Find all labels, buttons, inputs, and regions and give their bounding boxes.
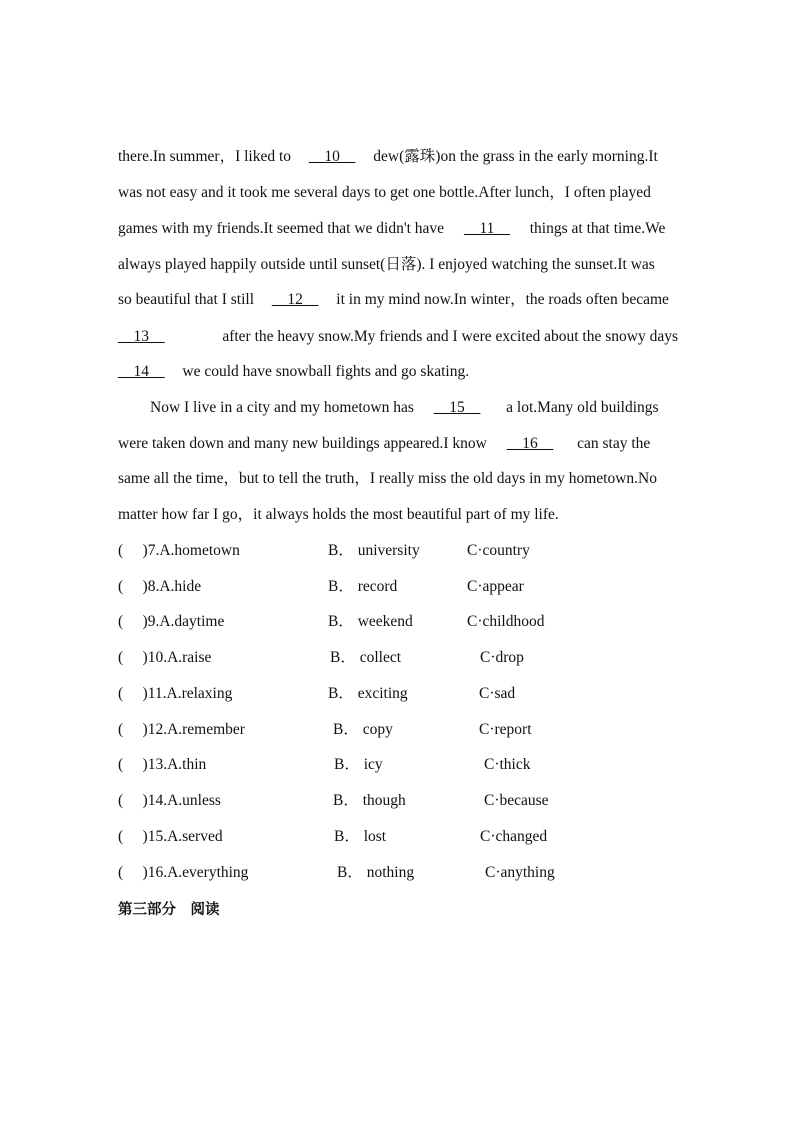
passage-line-1 <box>118 147 678 167</box>
passage-text: dew(露珠)on the grass in the early morning.It <box>373 148 658 165</box>
option-a: ( )10.A.raise <box>118 649 212 666</box>
option-a: ( )9.A.daytime <box>118 613 225 630</box>
option-b: B． university <box>328 542 420 559</box>
passage-line-7 <box>118 362 678 382</box>
passage-text: a lot.Many old buildings <box>506 399 659 416</box>
passage-text: there.In summer，I liked to <box>118 148 292 165</box>
option-a: ( )11.A.relaxing <box>118 685 233 702</box>
option-c: C·appear <box>467 578 524 595</box>
option-b: B． record <box>328 578 398 595</box>
option-c: C·changed <box>480 828 548 845</box>
option-c: C·drop <box>480 649 524 666</box>
option-c: C·thick <box>484 756 531 773</box>
option-c: C·anything <box>485 864 555 881</box>
option-a: ( )12.A.remember <box>118 721 245 738</box>
passage-text: can stay the <box>577 435 651 452</box>
blank-10: __10__ <box>308 148 356 165</box>
passage-line-9 <box>118 434 678 454</box>
option-a: ( )14.A.unless <box>118 792 221 809</box>
option-c: C·because <box>484 792 549 809</box>
option-c: C·sad <box>479 685 516 702</box>
blank-11: __11__ <box>463 220 510 237</box>
passage-line-11: matter how far I go，it always holds the most beautiful part of my life. <box>118 506 559 523</box>
option-c: C·childhood <box>467 613 545 630</box>
passage-text: after the heavy snow.My friends and I were excited about the snowy days <box>222 328 678 345</box>
blank-14: __14__ <box>118 363 165 380</box>
passage-line-6 <box>118 327 678 347</box>
passage-line-10: same all the time，but to tell the truth，I really miss the old days in my hometown.No <box>118 470 657 487</box>
option-c: C·country <box>467 542 530 559</box>
option-a: ( )7.A.hometown <box>118 542 240 559</box>
passage-line-4: always played happily outside until sunset(日落). I enjoyed watching the sunset.It was <box>118 256 655 273</box>
section-title: 第三部分 阅读 <box>118 902 220 918</box>
option-b: B． collect <box>330 649 402 666</box>
blank-12: __12__ <box>271 291 319 308</box>
passage-text: it in my mind now.In winter，the roads often became <box>336 291 669 308</box>
passage-line-8 <box>150 398 678 418</box>
passage-text: we could have snowball fights and go skating. <box>182 363 470 380</box>
passage-text: were taken down and many new buildings appeared.I know <box>118 435 487 452</box>
blank-13: __13__ <box>118 328 165 345</box>
blank-16: __16__ <box>506 435 554 452</box>
passage-line-2: was not easy and it took me several days to get one bottle.After lunch，I often played <box>118 184 651 201</box>
option-b: B． copy <box>333 721 393 738</box>
option-b: B． weekend <box>328 613 413 630</box>
option-a: ( )16.A.everything <box>118 864 249 881</box>
option-a: ( )15.A.served <box>118 828 223 845</box>
passage-text: so beautiful that I still <box>118 291 255 308</box>
option-b: B． icy <box>334 756 383 773</box>
option-b: B． nothing <box>337 864 415 881</box>
option-c: C·report <box>479 721 532 738</box>
option-b: B． exciting <box>328 685 408 702</box>
option-a: ( )8.A.hide <box>118 578 202 595</box>
passage-line-3 <box>118 219 678 239</box>
passage-line-5 <box>118 290 678 310</box>
option-b: B． lost <box>334 828 387 845</box>
blank-15: __15__ <box>433 399 481 416</box>
passage-text: things at that time.We <box>529 220 666 237</box>
option-a: ( )13.A.thin <box>118 756 207 773</box>
passage-text: Now I live in a city and my hometown has <box>150 399 414 416</box>
option-b: B． though <box>333 792 406 809</box>
passage-text: games with my friends.It seemed that we didn't have <box>118 220 445 237</box>
